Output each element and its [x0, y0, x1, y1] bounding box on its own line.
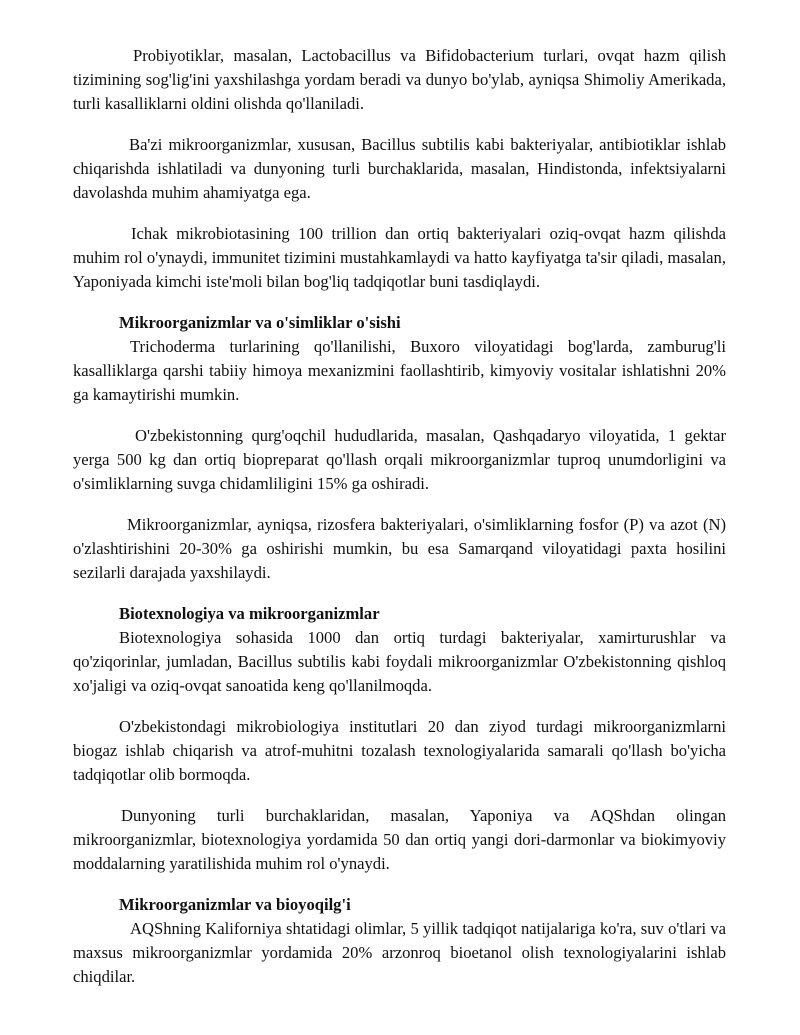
heading-plants: Mikroorganizmlar va o'simliklar o'sishi	[119, 313, 401, 332]
paragraph-trichoderma: Trichoderma turlarining qo'llanilishi, Buxoro viloyatidagi bog'larda, zamburug'li kasalliklarga qarshi tabiiy himoya mexanizmini faollashtirib, kimyoviy vositalar ishlatishni 20% ga kamaytirishi mumkin.	[73, 337, 726, 404]
paragraph-bioethanol: AQShning Kaliforniya shtatidagi olimlar, 5 yillik tadqiqot natijalariga ko'ra, suv o'tlari va maxsus mikroorganizmlar yordamida 20% arzonroq bioetanol olish texnologiyalarini ishlab chiqdilar.	[73, 919, 726, 986]
paragraph-gut-microbiota: Ichak mikrobiotasining 100 trillion dan ortiq bakteriyalari oziq-ovqat hazm qilishda muhim rol o'ynaydi, immunitet tizimini mustahkamlaydi va hatto kayfiyatga ta'sir qiladi, masalan, Yaponiyada kimchi iste'moli bilan bog'liq tadqiqotlar buni tasdiqlaydi.	[73, 224, 726, 291]
paragraph-probiotics: Probiyotiklar, masalan, Lactobacillus va Bifidobacterium turlari, ovqat hazm qilish tizimining sog'lig'ini yaxshilashga yordam beradi va dunyo bo'ylab, ayniqsa Shimoliy Amerikada, turli kasalliklarni oldini olishda qo'llaniladi.	[73, 46, 726, 113]
paragraph-institutes: O'zbekistondagi mikrobiologiya institutlari 20 dan ziyod turdagi mikroorganizmlarni biogaz ishlab chiqarish va atrof-muhitni tozalash texnologiyalarida samarali qo'llash bo'yicha tadqiqotlar olib bormoqda.	[73, 717, 726, 784]
paragraph-biotech-species: Biotexnologiya sohasida 1000 dan ortiq turdagi bakteriyalar, xamirturushlar va qo'ziqorinlar, jumladan, Bacillus subtilis kabi foydali mikroorganizmlar O'zbekistonning qishloq xo'jaligi va oziq-ovqat sanoatida keng qo'llanilmoqda.	[73, 628, 726, 695]
paragraph-new-drugs: Dunyoning turli burchaklaridan, masalan, Yaponiya va AQShdan olingan mikroorganizmlar, biotexnologiya yordamida 50 dan ortiq yangi dori-darmonlar va biokimyoviy moddalarning yaratilishida muhim rol o'ynaydi.	[73, 806, 726, 873]
paragraph-antibiotics: Ba'zi mikroorganizmlar, xususan, Bacillus subtilis kabi bakteriyalar, antibiotiklar ishlab chiqarishda ishlatiladi va dunyoning turli burchaklarida, masalan, Hindistonda, infektsiyalarni davolashda muhim ahamiyatga ega.	[73, 135, 726, 202]
paragraph-arid-regions: O'zbekistonning qurg'oqchil hududlarida, masalan, Qashqadaryo viloyatida, 1 gektar yerga 500 kg dan ortiq biopreparat qo'llash orqali mikroorganizmlar tuproq unumdorligini va o'simliklarning suvga chidamliligini 15% ga oshiradi.	[73, 426, 726, 493]
heading-biotech: Biotexnologiya va mikroorganizmlar	[119, 604, 380, 623]
paragraph-rhizosphere: Mikroorganizmlar, ayniqsa, rizosfera bakteriyalari, o'simliklarning fosfor (P) va azot (N) o'zlashtirishini 20-30% ga oshirishi mumkin, bu esa Samarqand viloyatidagi paxta hosilini sezilarli darajada yaxshilaydi.	[73, 515, 726, 582]
heading-biofuel: Mikroorganizmlar va bioyoqilg'i	[119, 895, 351, 914]
document-page	[73, 44, 726, 989]
